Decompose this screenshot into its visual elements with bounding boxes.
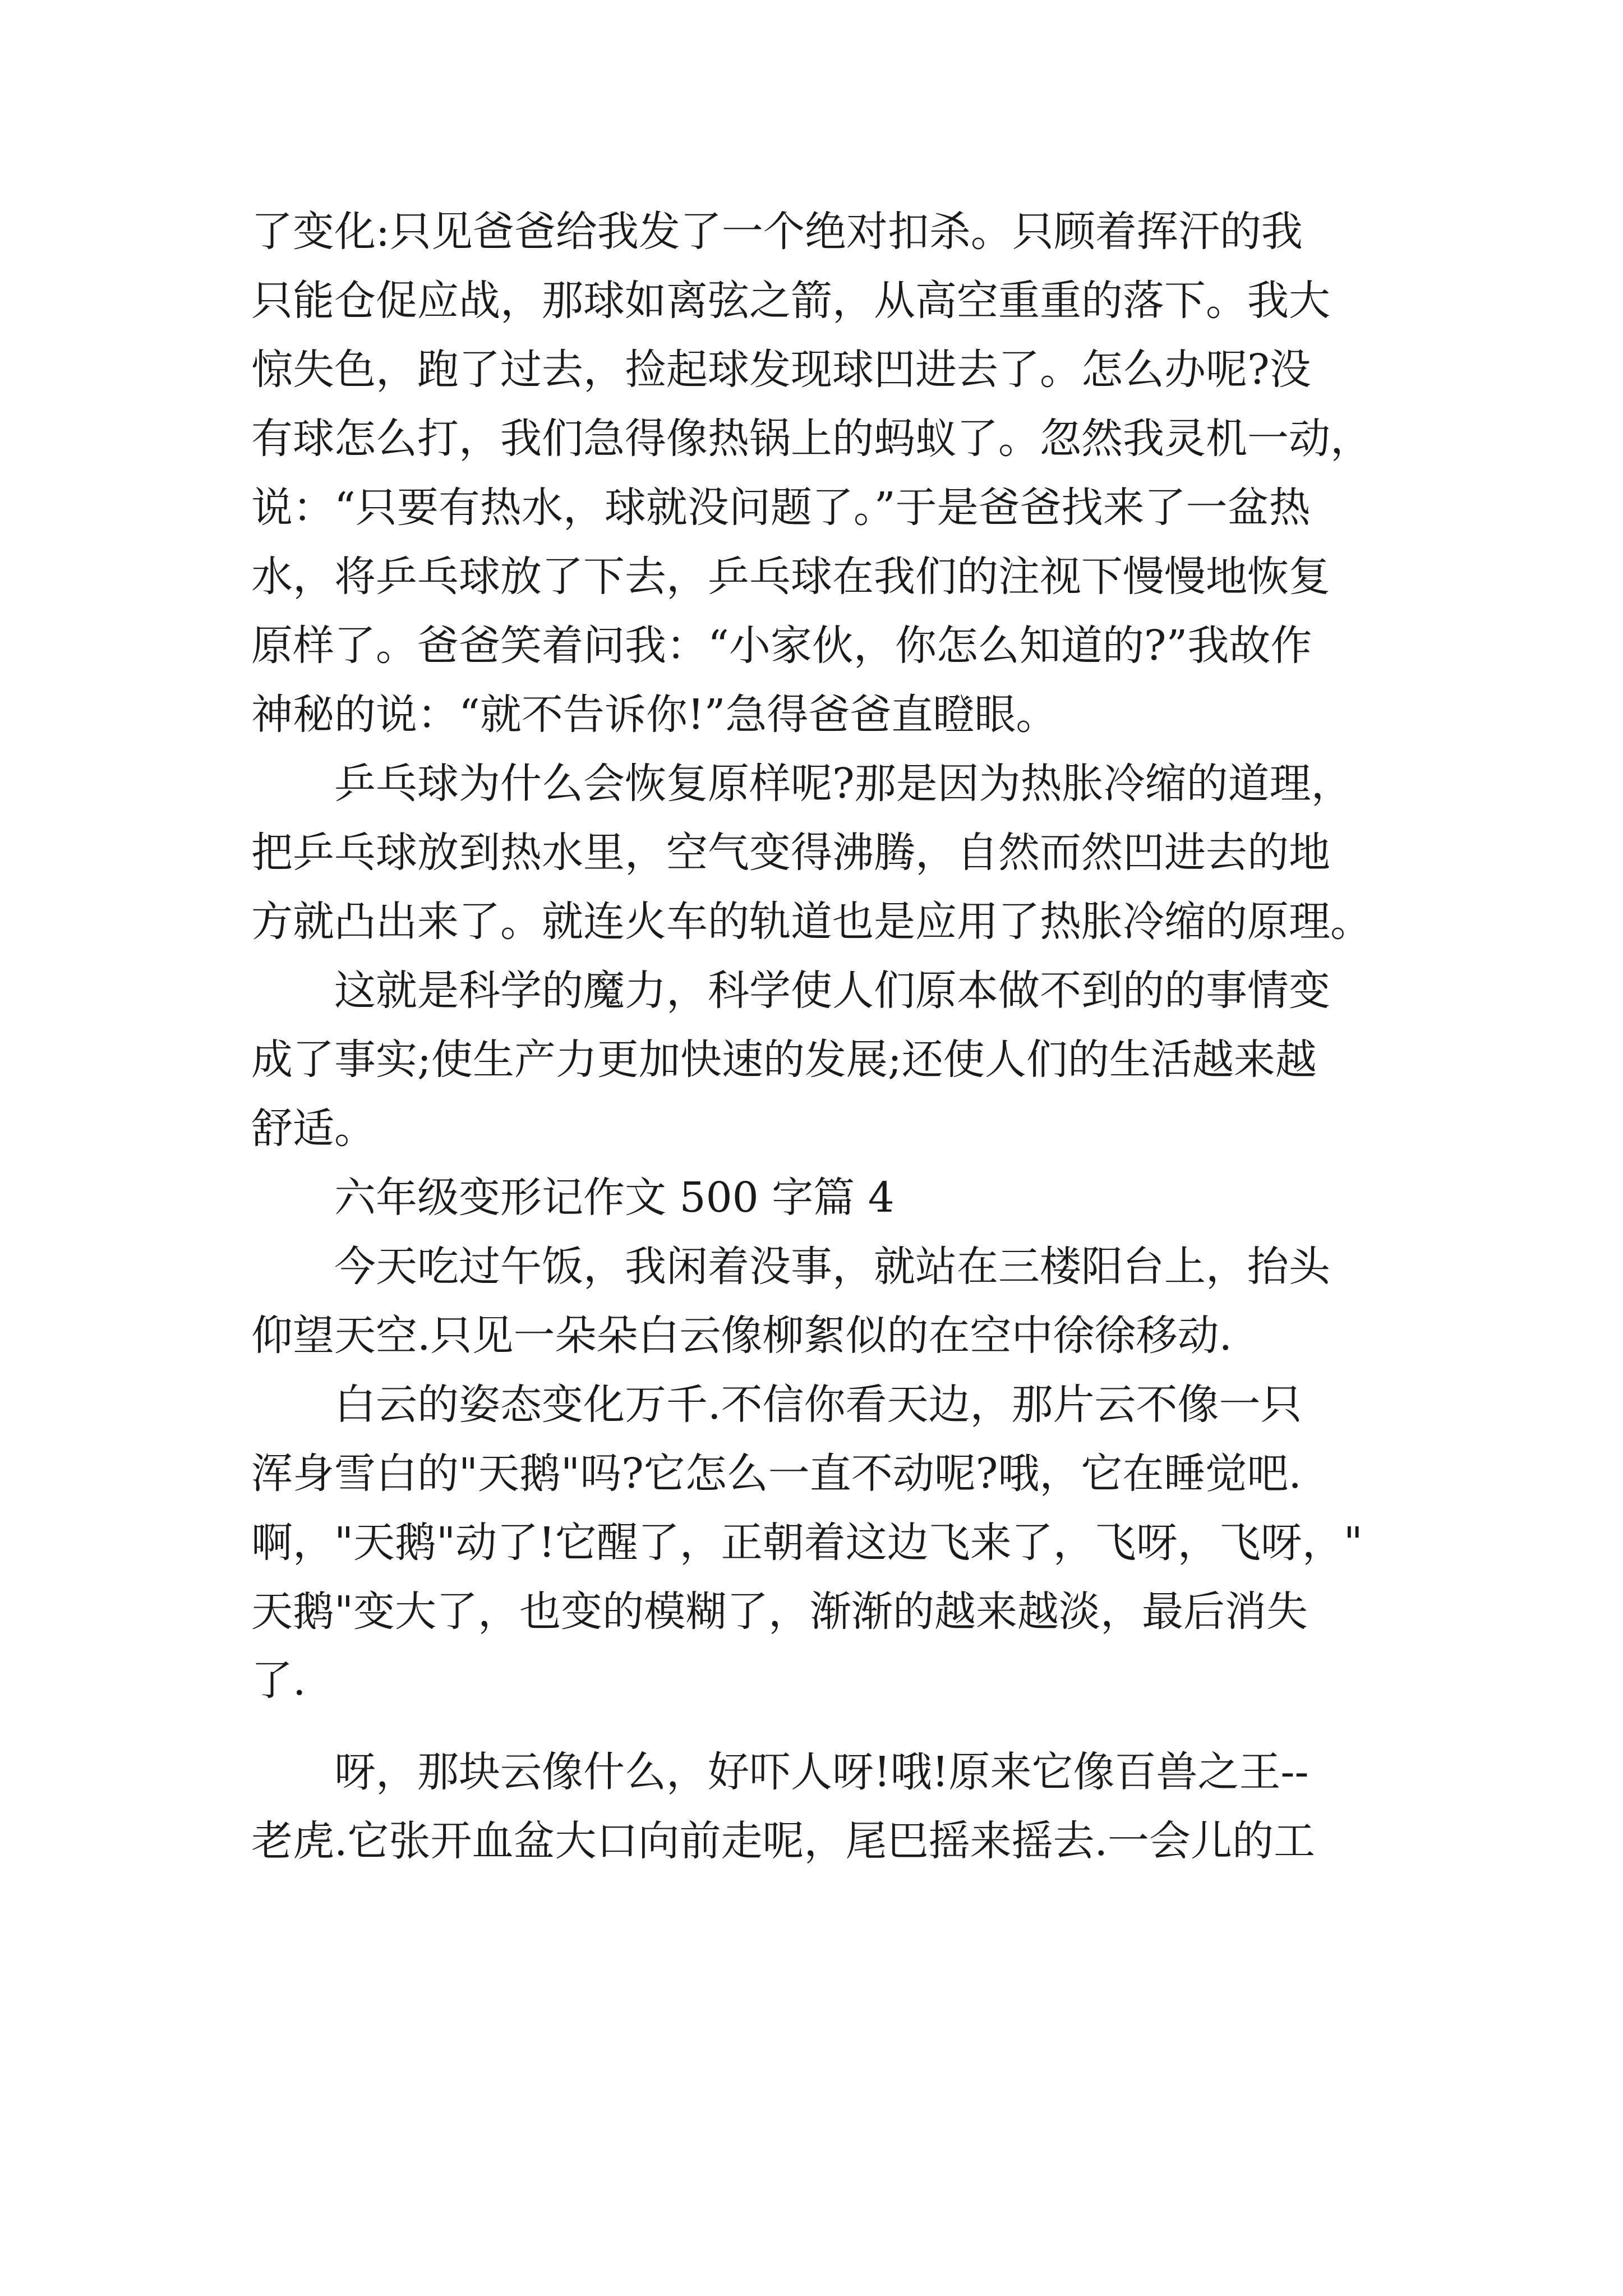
paragraph-start-line: 这就是科学的魔力，科学使人们原本做不到的的事情变 — [334, 967, 1330, 1015]
text-line: 成了事实;使生产力更加快速的发展;还使人们的生活越来越 — [251, 1036, 1317, 1084]
paragraph-start-line: 呀，那块云像什么，好吓人呀!哦!原来它像百兽之王-- — [334, 1748, 1309, 1796]
text-line: 浑身雪白的"天鹅"吗?它怎么一直不动呢?哦，它在睡觉吧. — [251, 1450, 1302, 1498]
text-line: 了. — [251, 1657, 306, 1705]
text-line: 方就凸出来了。就连火车的轨道也是应用了热胀冷缩的原理。 — [251, 898, 1372, 946]
text-line: 有球怎么打，我们急得像热锅上的蚂蚁了。忽然我灵机一动， — [251, 415, 1372, 463]
text-line: 神秘的说：“就不告诉你!”急得爸爸直瞪眼。 — [251, 691, 1058, 739]
text-line: 仰望天空.只见一朵朵白云像柳絮似的在空中徐徐移动. — [251, 1312, 1233, 1360]
text-line: 水，将乒乓球放了下去，乒乓球在我们的注视下慢慢地恢复 — [251, 553, 1330, 601]
text-line: 把乒乓球放到热水里，空气变得沸腾，自然而然凹进去的地 — [251, 829, 1330, 877]
text-line: 啊，"天鹅"动了!它醒了，正朝着这边飞来了，飞呀，飞呀，" — [251, 1519, 1363, 1567]
text-line: 天鹅"变大了，也变的模糊了，渐渐的越来越淡，最后消失 — [251, 1588, 1308, 1636]
text-line: 老虎.它张开血盆大口向前走呢，尾巴摇来摇去.一会儿的工 — [251, 1817, 1316, 1865]
text-line: 了变化:只见爸爸给我发了一个绝对扣杀。只顾着挥汗的我 — [251, 208, 1303, 256]
paragraph-start-line: 白云的姿态变化万千.不信你看天边，那片云不像一只 — [334, 1381, 1302, 1429]
text-line: 舒适。 — [251, 1105, 376, 1153]
section-heading: 六年级变形记作文 500 字篇 4 — [334, 1174, 895, 1222]
text-line: 原样了。爸爸笑着问我：“小家伙，你怎么知道的?”我故作 — [251, 622, 1312, 670]
paragraph-start-line: 乒乓球为什么会恢复原样呢?那是因为热胀冷缩的道理， — [334, 760, 1353, 808]
text-line: 惊失色，跑了过去，捡起球发现球凹进去了。怎么办呢?没 — [251, 346, 1311, 394]
text-line: 说：“只要有热水，球就没问题了。”于是爸爸找来了一盆热 — [251, 484, 1311, 532]
essay-text — [251, 197, 1373, 1876]
text-line: 只能仓促应战，那球如离弦之箭，从高空重重的落下。我大 — [251, 277, 1330, 325]
paragraph-start-line: 今天吃过午饭，我闲着没事，就站在三楼阳台上，抬头 — [334, 1243, 1330, 1291]
